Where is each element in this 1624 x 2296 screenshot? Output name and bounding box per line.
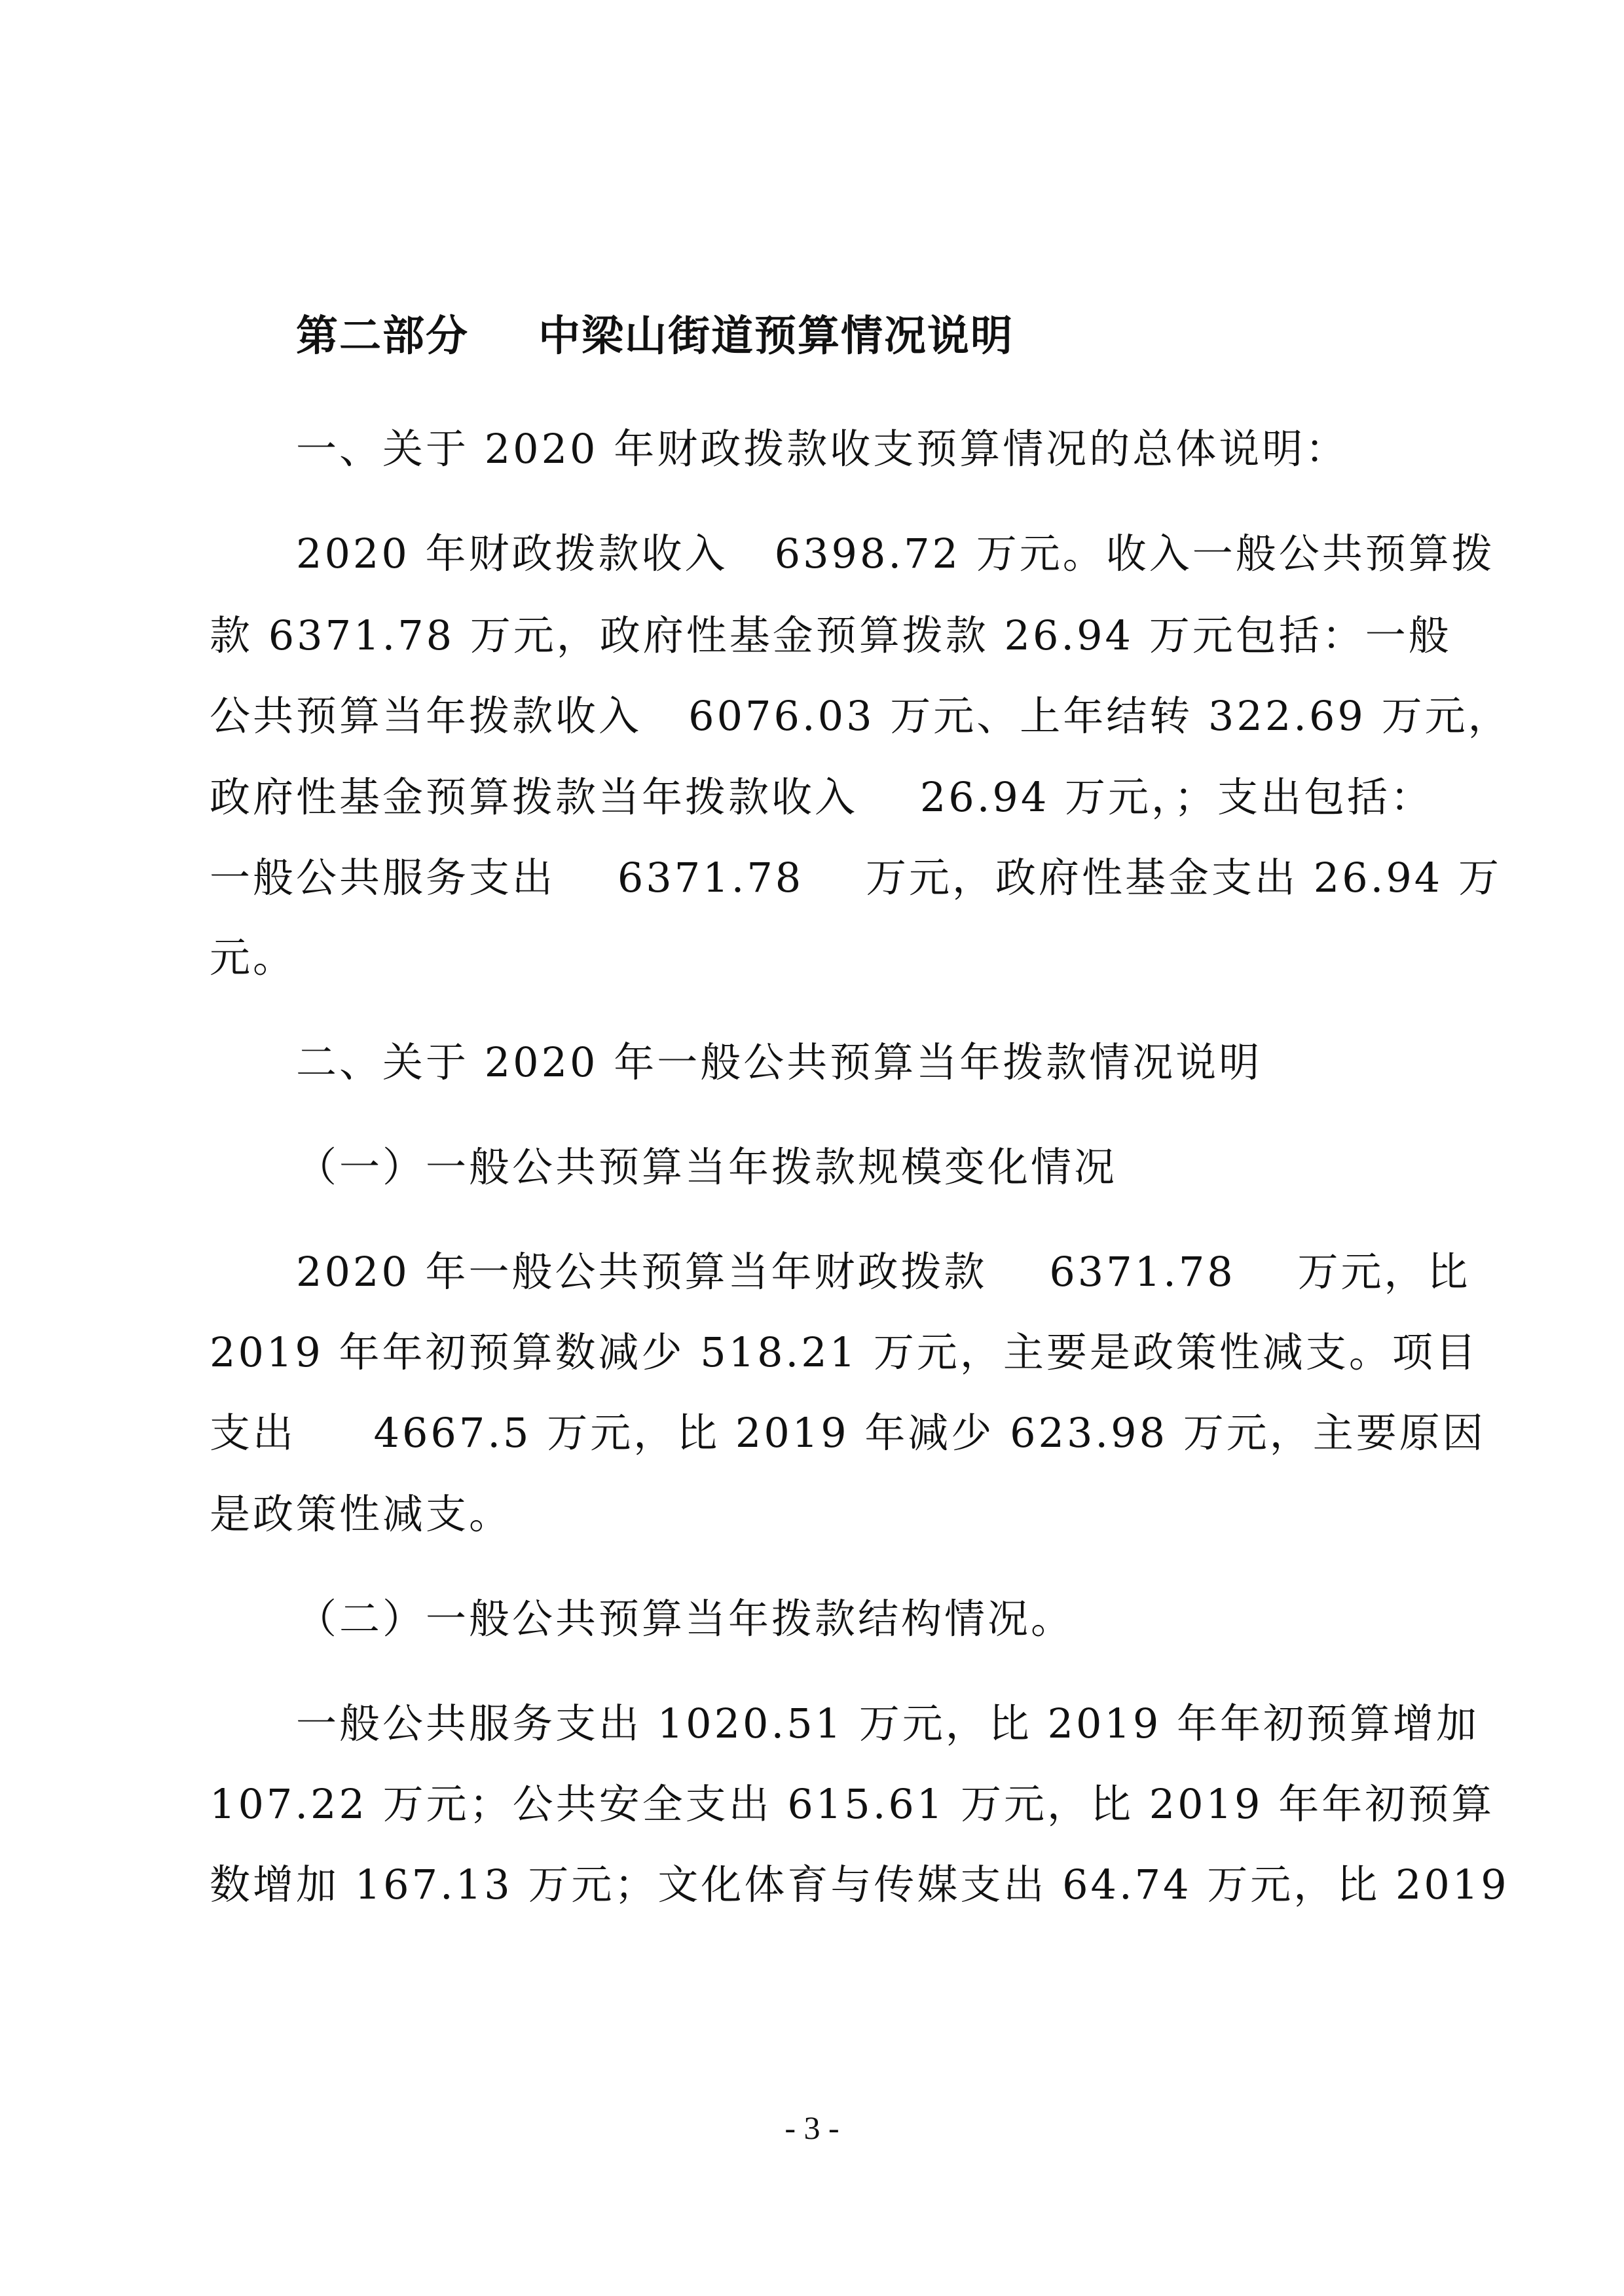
paragraph-line: 一般公共服务支出 1020.51 万元，比 2019 年年初预算增加 <box>296 1700 1480 1747</box>
paragraph-line: 公共预算当年拨款收入 6076.03 万元、上年结转 322.69 万元， <box>210 692 1511 740</box>
paragraph-line: 是政策性减支。 <box>210 1490 513 1538</box>
paragraph-line: 款 6371.78 万元，政府性基金预算拨款 26.94 万元包括：一般 <box>210 611 1452 659</box>
paragraph-line: 2019 年年初预算数减少 518.21 万元，主要是政策性减支。项目 <box>210 1328 1479 1376</box>
page-number: - 3 - <box>784 2109 840 2146</box>
paragraph-line: 支出 4667.5 万元，比 2019 年减少 623.98 万元，主要原因 <box>210 1409 1486 1457</box>
paragraph-line: 元。 <box>210 934 297 981</box>
part-label: 第二部分 <box>296 312 469 361</box>
paragraph-line: 一般公共服务支出 6371.78 万元，政府性基金支出 26.94 万 <box>210 854 1502 902</box>
paragraph-line: 2020 年财政拨款收入 6398.72 万元。收入一般公共预算拨 <box>296 530 1495 577</box>
paragraph-line: 政府性基金预算拨款当年拨款收入 26.94 万元，；支出包括： <box>210 773 1434 821</box>
section-1-title: 一、关于 2020 年财政拨款收支预算情况的总体说明： <box>296 425 1349 473</box>
paragraph-line: 107.22 万元；公共安全支出 615.61 万元，比 2019 年年初预算 <box>210 1780 1495 1828</box>
subsection-1-title: （一）一般公共预算当年拨款规模变化情况 <box>296 1143 1118 1191</box>
paragraph-line: 数增加 167.13 万元；文化体育与传媒支出 64.74 万元，比 2019 <box>210 1861 1509 1908</box>
subsection-2-title: （二）一般公共预算当年拨款结构情况。 <box>296 1595 1075 1643</box>
section-2-title: 二、关于 2020 年一般公共预算当年拨款情况说明 <box>296 1038 1263 1086</box>
page-title: 中梁山街道预算情况说明 <box>538 312 1014 361</box>
paragraph-line: 2020 年一般公共预算当年财政拨款 6371.78 万元，比 <box>296 1248 1471 1296</box>
